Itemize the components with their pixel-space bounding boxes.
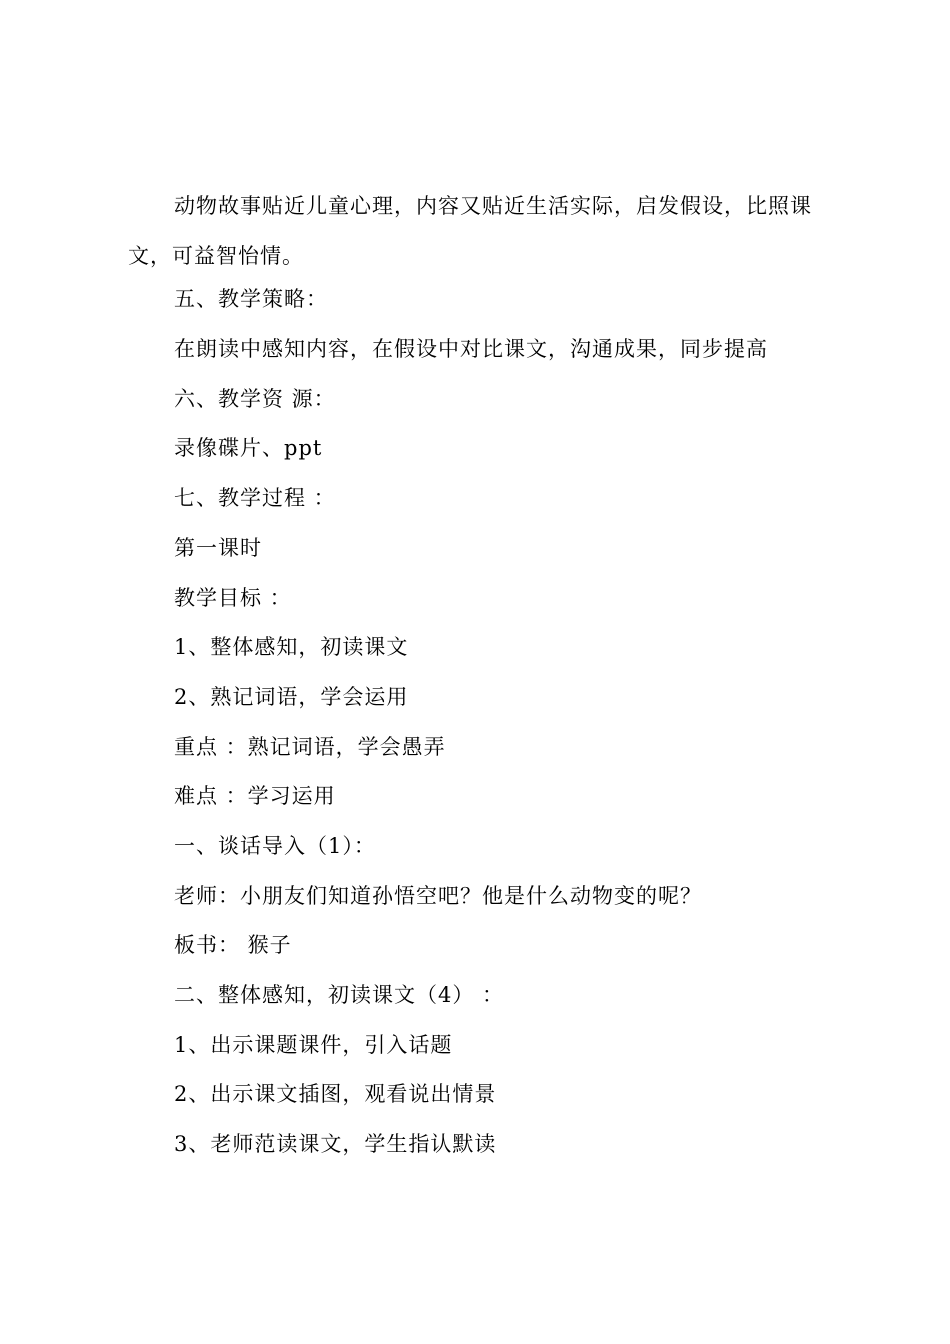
paragraph-teacher-question: 老师：小朋友们知道孙悟空吧？他是什么动物变的呢？ <box>174 883 702 908</box>
paragraph-board-writing: 板书： 猴子 <box>174 933 292 958</box>
paragraph-goals-heading: 教学目标 ： <box>174 585 292 610</box>
section-heading-strategy: 五、教学策略： <box>174 287 328 312</box>
section-heading-process: 七、教学过程 ： <box>174 486 336 511</box>
section-heading-resources: 六、教学资 源： <box>174 386 336 411</box>
paragraph-key-point: 重点 ：熟记词语，学会愚弄 <box>174 734 446 759</box>
list-item-goal-2: 2、熟记词语，学会运用 <box>174 684 409 709</box>
document-body <box>128 188 838 1176</box>
list-item-goal-1: 1、整体感知，初读课文 <box>174 635 409 660</box>
list-item-step-1: 1、出示课题课件，引入话题 <box>174 1032 453 1057</box>
paragraph-lesson: 第一课时 <box>174 535 262 560</box>
paragraph-strategy: 在朗读中感知内容，在假设中对比课文，沟通成果，同步提高 <box>174 337 768 362</box>
paragraph-resources: 录像碟片、ppt <box>174 436 323 461</box>
paragraph-difficulty: 难点 ：学习运用 <box>174 784 336 809</box>
list-item-step-3: 3、老师范读课文，学生指认默读 <box>174 1132 497 1157</box>
section-heading-overall: 二、整体感知，初读课文（4） ： <box>174 983 505 1008</box>
section-heading-intro-talk: 一、谈话导入（1）： <box>174 833 376 858</box>
paragraph-intro: 动物故事贴近儿童心理，内容又贴近生活实际，启发假设，比照课文，可益智怡情。 <box>128 194 812 268</box>
list-item-step-2: 2、出示课文插图，观看说出情景 <box>174 1082 497 1107</box>
